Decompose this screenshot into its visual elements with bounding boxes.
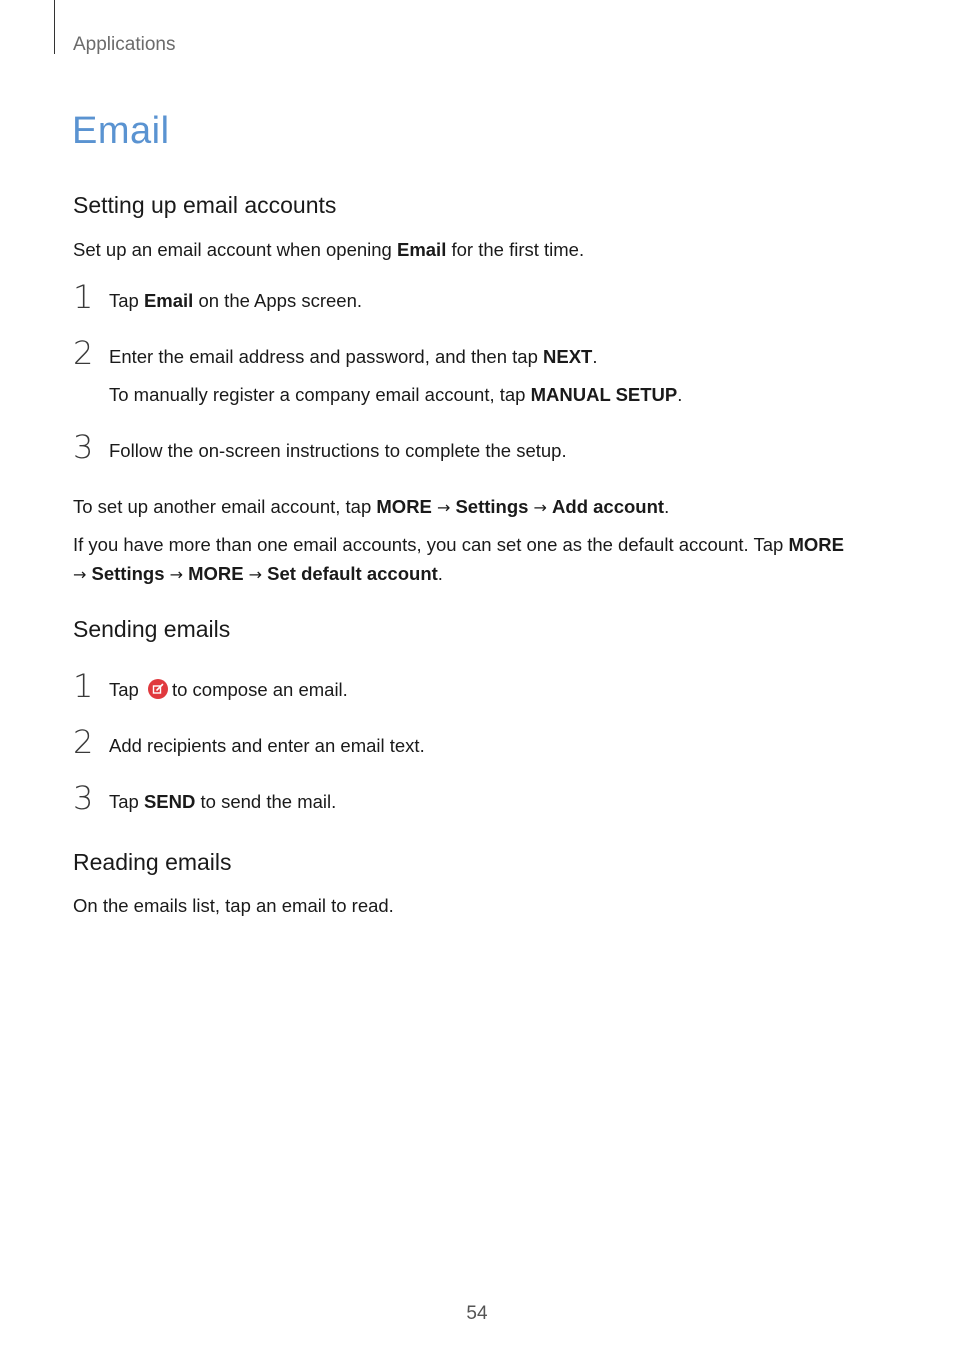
- compose-email-icon: [148, 679, 168, 699]
- step-number: 1: [73, 278, 94, 316]
- step-text: Follow the on-screen instructions to complete the setup.: [109, 440, 567, 461]
- section-heading-setup: Setting up email accounts: [73, 192, 337, 218]
- step-text: Enter the email address and password, and then tap NEXT.: [109, 346, 598, 367]
- step-text: Tap to compose an email.: [109, 679, 348, 700]
- section-heading-reading: Reading emails: [73, 849, 232, 875]
- add-account-instructions: To set up another email account, tap MORE → Settings → Add account.: [73, 496, 670, 517]
- step-text: Tap Email on the Apps screen.: [109, 290, 362, 311]
- step-note: To manually register a company email account, tap MANUAL SETUP.: [109, 384, 683, 405]
- setup-intro: Set up an email account when opening Email for the first time.: [73, 239, 585, 260]
- step-number: 3: [73, 779, 94, 817]
- step-number: 2: [73, 334, 94, 372]
- step-text: Tap SEND to send the mail.: [109, 791, 337, 812]
- reading-instructions: On the emails list, tap an email to read.: [73, 895, 394, 916]
- page-margin-rule: [54, 0, 55, 54]
- section-heading-sending: Sending emails: [73, 616, 231, 642]
- step-number: 2: [73, 723, 94, 761]
- step-text: Add recipients and enter an email text.: [109, 735, 425, 756]
- default-account-instructions: If you have more than one email accounts, you can set one as the default account. Tap MORE → Settings → MORE → Set default account.: [73, 534, 844, 584]
- page-number: 54: [466, 1303, 488, 1324]
- step-number: 3: [73, 428, 94, 466]
- running-head: Applications: [73, 34, 176, 55]
- step-number: 1: [73, 667, 94, 705]
- page-title: Email: [72, 110, 170, 152]
